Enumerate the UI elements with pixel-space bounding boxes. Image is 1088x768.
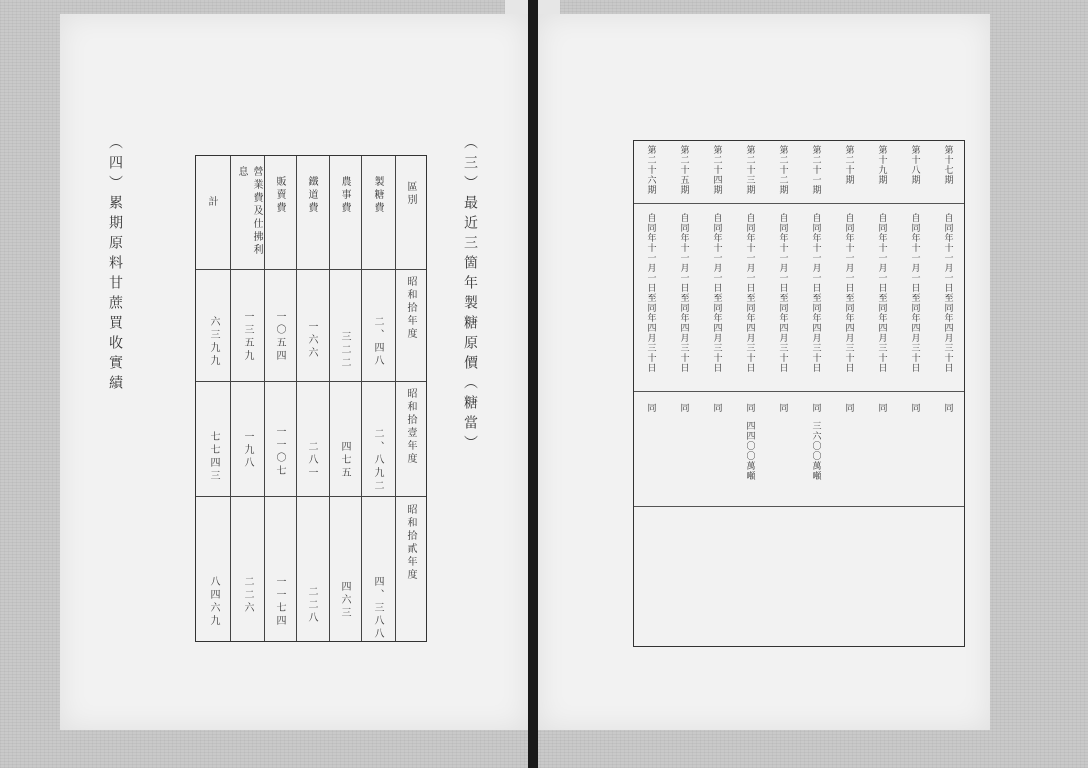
section-heading-4: （四）累期原料甘蔗買收實績 bbox=[107, 135, 123, 395]
period-table bbox=[633, 140, 965, 647]
period-dates: 自同年十一月一日至同年四月三十日 bbox=[876, 213, 887, 373]
table-cell: 二二八 bbox=[306, 586, 317, 625]
book-gutter bbox=[528, 0, 538, 768]
same-mark: 同 bbox=[711, 403, 722, 413]
period-label: 第十七期 bbox=[942, 145, 953, 185]
col-divider bbox=[230, 156, 231, 641]
period-dates: 自同年十一月一日至同年四月三十日 bbox=[942, 213, 953, 373]
year-header: 昭和拾貳年度 bbox=[405, 504, 416, 582]
same-mark: 同 bbox=[843, 403, 854, 413]
period-dates: 自同年十一月一日至同年四月三十日 bbox=[843, 213, 854, 373]
row-label: 營業費及仕拂利息 bbox=[236, 166, 262, 257]
period-dates: 自同年十一月一日至同年四月三十日 bbox=[678, 213, 689, 373]
period-label: 第十九期 bbox=[876, 145, 887, 185]
same-mark: 同 bbox=[810, 403, 821, 413]
row-divider bbox=[634, 391, 964, 392]
year-header: 昭和拾年度 bbox=[405, 276, 416, 341]
table-cell: 一六六 bbox=[306, 321, 317, 360]
table-cell: 六三九九 bbox=[208, 316, 219, 368]
cost-table bbox=[195, 155, 427, 642]
quantity-note: 三六〇〇萬噸 bbox=[810, 421, 821, 481]
row-label: 鐵道費 bbox=[306, 176, 317, 215]
table-cell: 七七四三 bbox=[208, 431, 219, 483]
table-cell: 一九八 bbox=[242, 431, 253, 470]
table-cell: 八四六九 bbox=[208, 576, 219, 628]
quantity-note: 四四〇〇萬噸 bbox=[744, 421, 755, 481]
row-divider bbox=[634, 506, 964, 507]
period-label: 第二十五期 bbox=[678, 145, 689, 195]
col-divider bbox=[329, 156, 330, 641]
same-mark: 同 bbox=[678, 403, 689, 413]
period-label: 第二十四期 bbox=[711, 145, 722, 195]
period-label: 第十八期 bbox=[909, 145, 920, 185]
row-divider bbox=[196, 381, 426, 382]
same-mark: 同 bbox=[744, 403, 755, 413]
table-header-label: 區別 bbox=[405, 181, 416, 207]
period-dates: 自同年十一月一日至同年四月三十日 bbox=[909, 213, 920, 373]
row-label: 農事費 bbox=[339, 176, 350, 215]
same-mark: 同 bbox=[777, 403, 788, 413]
col-divider bbox=[264, 156, 265, 641]
table-cell: 一一〇七 bbox=[274, 426, 285, 478]
row-label: 計 bbox=[206, 196, 217, 209]
table-cell: 二八一 bbox=[306, 441, 317, 480]
col-divider bbox=[361, 156, 362, 641]
table-cell: 一一七四 bbox=[274, 576, 285, 628]
period-dates: 自同年十一月一日至同年四月三十日 bbox=[645, 213, 656, 373]
table-cell: 四七五 bbox=[339, 441, 350, 480]
table-cell: 四六三 bbox=[339, 581, 350, 620]
col-divider bbox=[395, 156, 396, 641]
period-dates: 自同年十一月一日至同年四月三十日 bbox=[711, 213, 722, 373]
period-dates: 自同年十一月一日至同年四月三十日 bbox=[777, 213, 788, 373]
row-label: 製糖費 bbox=[372, 176, 383, 215]
same-mark: 同 bbox=[645, 403, 656, 413]
table-cell: 一〇五四 bbox=[274, 311, 285, 363]
period-label: 第二十二期 bbox=[777, 145, 788, 195]
period-label: 第二十一期 bbox=[810, 145, 821, 195]
period-dates: 自同年十一月一日至同年四月三十日 bbox=[744, 213, 755, 373]
same-mark: 同 bbox=[876, 403, 887, 413]
table-cell: 二二六 bbox=[242, 576, 253, 615]
same-mark: 同 bbox=[909, 403, 920, 413]
section-heading-3: （三）最近三箇年製糖原價（糖當） bbox=[462, 135, 478, 455]
period-label: 第二十三期 bbox=[744, 145, 755, 195]
table-cell: 三二二 bbox=[339, 331, 350, 370]
table-cell: 一三五九 bbox=[242, 311, 253, 363]
table-cell: 四、三八八 bbox=[372, 576, 383, 641]
period-label: 第二十期 bbox=[843, 145, 854, 185]
same-mark: 同 bbox=[942, 403, 953, 413]
period-label: 第二十六期 bbox=[645, 145, 656, 195]
col-divider bbox=[296, 156, 297, 641]
row-label: 販賣費 bbox=[274, 176, 285, 215]
row-divider bbox=[634, 203, 964, 204]
row-divider bbox=[196, 496, 426, 497]
row-divider bbox=[196, 269, 426, 270]
table-cell: 二、八九二 bbox=[372, 428, 383, 493]
period-dates: 自同年十一月一日至同年四月三十日 bbox=[810, 213, 821, 373]
year-header: 昭和拾壹年度 bbox=[405, 388, 416, 466]
table-cell: 二、四八 bbox=[372, 316, 383, 368]
